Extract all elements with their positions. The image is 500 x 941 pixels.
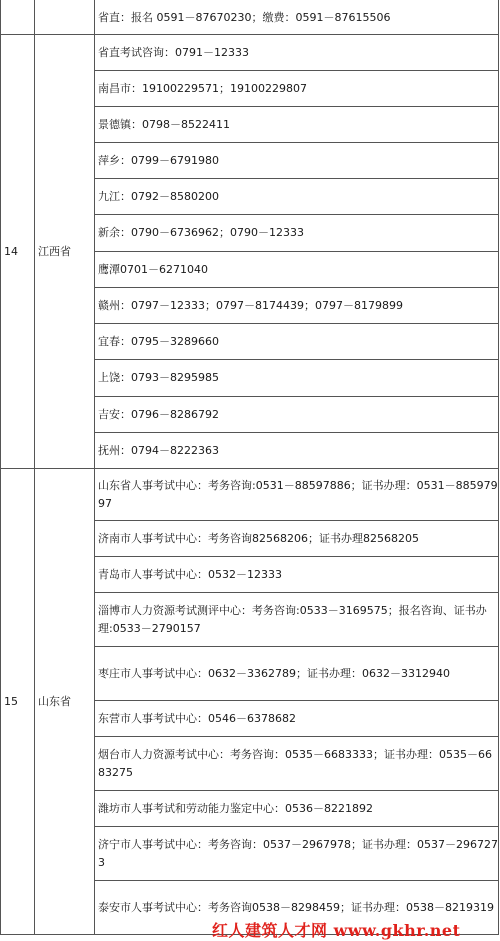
contact-cell: 山东省人事考试中心：考务咨询:0531－88597886；证书办理：0531－88597997 [95,469,499,521]
province-name: 江西省 [35,35,95,469]
contact-cell: 烟台市人力资源考试中心：考务咨询：0535－6683333；证书办理：0535－6683275 [95,737,499,791]
province-name: 山东省 [35,469,95,935]
contact-cell: 济宁市人事考试中心：考务咨询：0537－2967978；证书办理：0537－2967273 [95,827,499,881]
contact-cell: 潍坊市人事考试和劳动能力鉴定中心：0536－8221892 [95,791,499,827]
group-number: 15 [1,469,35,935]
group-number: 14 [1,35,35,469]
contact-cell: 抚州：0794－8222363 [95,433,499,469]
contact-cell: 青岛市人事考试中心：0532－12333 [95,557,499,593]
table-row [1,0,499,35]
contact-cell: 省直：报名 0591－87670230；缴费：0591－87615506 [95,0,499,35]
contact-cell: 枣庄市人事考试中心：0632－3362789；证书办理：0632－3312940 [95,647,499,701]
table-row [1,469,499,521]
site-watermark: 红人建筑人才网 www.gkhr.net [212,921,461,940]
contact-cell: 宜春：0795－3289660 [95,324,499,360]
contact-cell: 赣州：0797－12333；0797－8174439；0797－8179899 [95,288,499,324]
table-row [1,35,499,71]
province-cell [35,0,95,35]
contact-cell: 淄博市人力资源考试测评中心：考务咨询:0533－3169575；报名咨询、证书办理:0533－2790157 [95,593,499,647]
contact-cell: 新余：0790－6736962；0790－12333 [95,215,499,252]
contact-cell: 济南市人事考试中心：考务咨询82568206；证书办理82568205 [95,521,499,557]
contact-cell: 东营市人事考试中心：0546－6378682 [95,701,499,737]
contact-cell: 鹰潭0701－6271040 [95,252,499,288]
contact-cell: 萍乡：0799－6791980 [95,143,499,179]
contact-cell: 省直考试咨询：0791－12333 [95,35,499,71]
contact-cell: 景德镇：0798－8522411 [95,107,499,143]
contact-cell: 九江：0792－8580200 [95,179,499,215]
num-cell [1,0,35,35]
contact-cell: 南昌市：19100229571；19100229807 [95,71,499,107]
contact-cell: 上饶：0793－8295985 [95,360,499,397]
contact-cell: 泰安市人事考试中心：考务咨询0538－8298459；证书办理：0538－8219319 [95,881,499,935]
contact-cell: 吉安：0796－8286792 [95,397,499,433]
